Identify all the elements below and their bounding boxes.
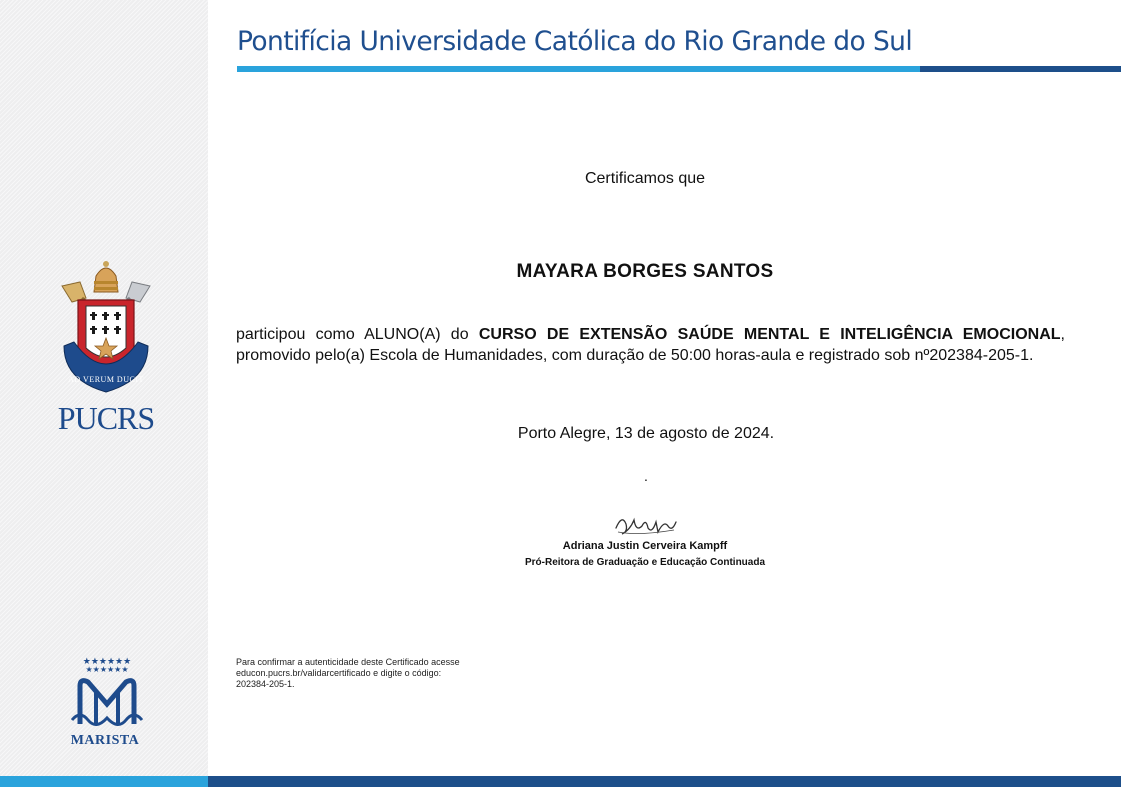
signer-role: Pró-Reitora de Graduação e Educação Continuada: [524, 557, 766, 568]
verification-code: 202384-205-1.: [236, 679, 295, 689]
pucrs-crest-icon: [52, 258, 160, 404]
handwritten-signature: [608, 508, 684, 540]
place-date: Porto Alegre, 13 de agosto de 2024.: [517, 425, 775, 442]
body-text-part2: , promovido pelo(a) Escola de Humanidades, com duração de 50:00 horas-aula e registrado sob nº202384-205-1.: [236, 326, 1065, 364]
marista-monogram-icon: [66, 652, 148, 732]
header-rule-dark: [920, 66, 1121, 72]
sidebar-panel: [0, 0, 208, 776]
signer-name: Adriana Justin Cerveira Kampff: [562, 540, 728, 552]
course-name: CURSO DE EXTENSÃO SAÚDE MENTAL E INTELIGÊNCIA EMOCIONAL: [478, 326, 1061, 343]
footer-band-dark: [208, 776, 1121, 787]
svg-text:★★★★★★: ★★★★★★: [85, 665, 129, 674]
verification-line-1: Para confirmar a autenticidade deste Certificado acesse: [236, 657, 460, 667]
verification-note: [236, 657, 536, 690]
separator-dot: .: [644, 468, 648, 484]
footer-band-accent: [0, 776, 208, 787]
pucrs-logo: PUCRS: [57, 400, 155, 436]
recipient-name: MAYARA BORGES SANTOS: [516, 261, 774, 282]
marista-label: MARISTA: [70, 733, 140, 748]
body-text-part1: participou como ALUNO(A) do: [236, 326, 479, 343]
crest-motto: AD VERUM DUCIT: [68, 375, 144, 384]
header-rule-accent: [237, 66, 920, 72]
certificate-body: [236, 324, 1065, 366]
institution-title: Pontifícia Universidade Católica do Rio Grande do Sul: [237, 26, 913, 57]
verification-url-line: educon.pucrs.br/validarcertificado e digite o código:: [236, 668, 442, 678]
certify-intro: Certificamos que: [584, 170, 706, 187]
svg-text:★★★★★★: ★★★★★★: [82, 657, 132, 667]
